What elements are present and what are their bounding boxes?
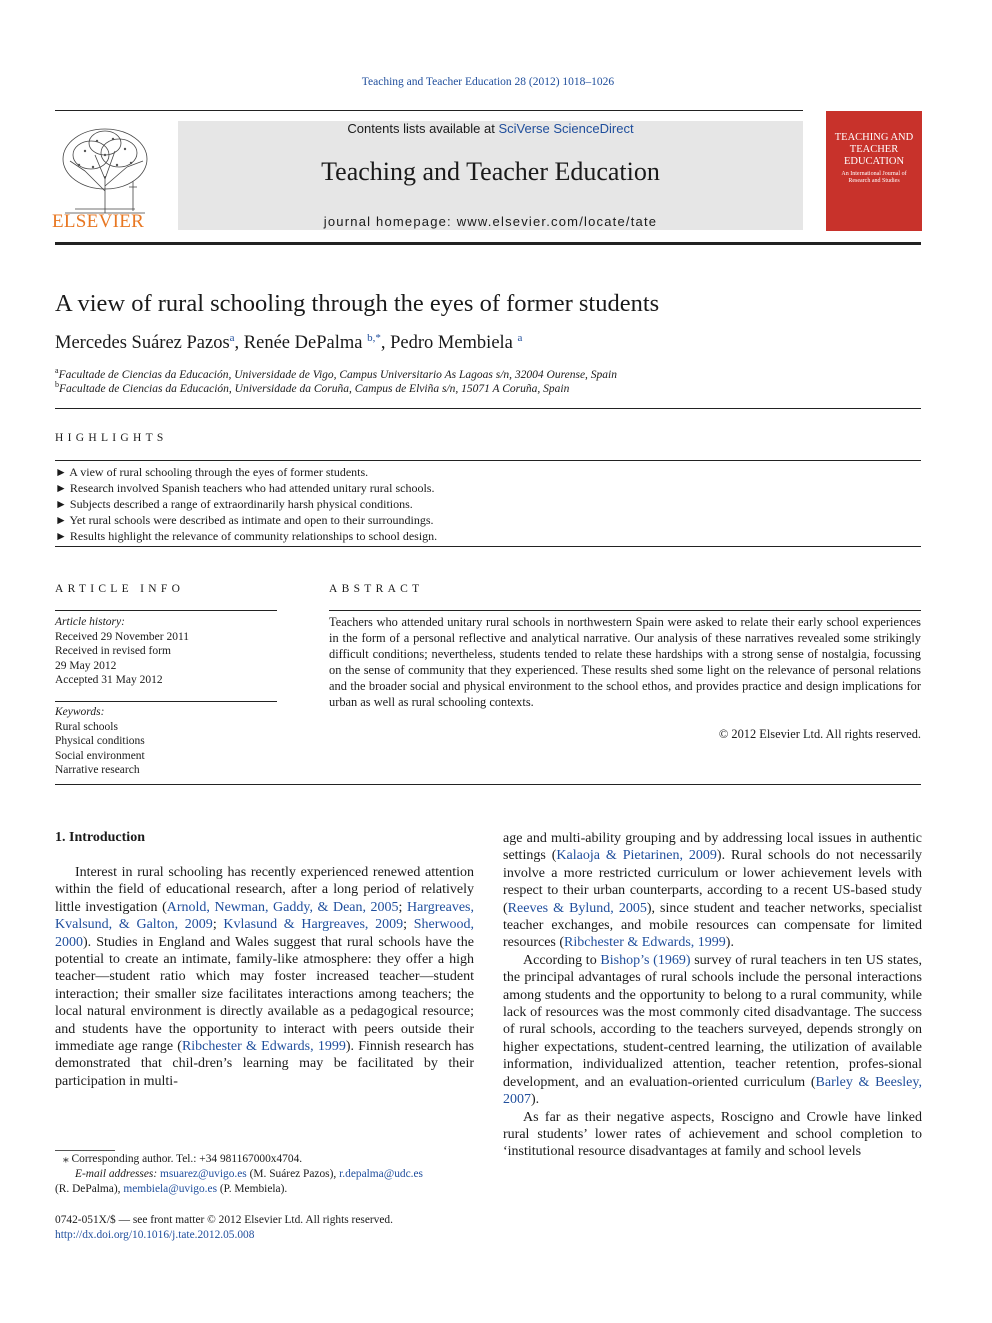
body-text: ). Rural schools do not necessarily involve a more restricted curriculum or lower achievement levels with respect to their urban counterparts, according to a recent US-based study ( [503,848,922,916]
homepage-prefix: journal homepage: [323,214,457,229]
history-entry: Received 29 November 2011 [55,630,190,643]
contents-line [178,121,803,136]
body-text: survey of rural teachers in ten US states, the principal advantages of rural schools include the personal interactions among students and the opportunity to belong to a rural community, while lack of resources was the most commonly cited disadvantage. The success of rural schools, according to the teachers surveyed, depends strongly on higher expectations, student-centred learning, the utilization of available information, individualized attention, teacher retention, profes-sional development, and an evaluation-oriented curriculum ( [503,952,922,1090]
divider [329,610,921,611]
author-affiliation-mark[interactable]: a [229,332,235,344]
highlight-text: Subjects described a range of extraordinarily harsh physical conditions. [69,497,413,511]
body-text: age and multi-ability grouping and by addressing local issues in authentic settings ( [503,831,922,864]
highlight-item [55,480,437,496]
article-title: A view of rural schooling through the eyes of former students [55,290,660,317]
bullet-arrow-icon: ► [55,513,67,527]
body-text: Interest in rural schooling has recently experienced renewed attention within the field of educational research, after a long period of relatively little investigation ( [55,865,474,915]
citation-link[interactable]: Sherwood, 2000 [55,917,474,950]
email-owner: (P. Membiela). [217,1183,288,1195]
email-label: E-mail addresses: [75,1168,160,1180]
author-name: Mercedes Suárez Pazos [55,333,230,354]
affiliation-mark: a [55,366,59,375]
affiliation-mark: b [55,380,59,389]
highlights-label: HIGHLIGHTS [55,432,168,444]
citation-link[interactable]: Barley & Beesley, 2007 [503,1074,922,1108]
email-link[interactable]: membiela@uvigo.es [123,1183,218,1195]
body-text: ; [403,917,414,933]
abstract-label: ABSTRACT [329,583,424,595]
author-separator: , [234,333,244,354]
corresponding-author-note: ⁎ Corresponding author. Tel.: +34 981167000x4704. [63,1153,303,1165]
banner-top-rule [55,110,803,111]
body-text: ; [398,899,407,915]
citation-link[interactable]: Kalaoja & Pietarinen, 2009 [556,848,717,864]
author-name: Pedro Membiela [390,333,513,354]
body-text: ). [531,1092,540,1108]
author-affiliation-mark[interactable]: b,* [367,332,381,344]
journal-cover-thumbnail[interactable] [826,111,922,231]
cover-subtitle: An International Journal of Research and Studies [841,171,907,184]
author-name: Renée DePalma [243,333,363,354]
article-history [55,615,189,688]
doi-link[interactable]: http://dx.doi.org/10.1016/j.tate.2012.05.008 [55,1229,255,1241]
banner-bottom-rule [55,242,921,245]
contents-prefix: Contents lists available at [347,121,499,136]
body-paragraph [55,864,474,1090]
footnote [55,1152,473,1197]
keyword: Social environment [55,749,145,762]
citation-link[interactable]: Reeves & Bylund, 2005 [507,900,647,916]
highlight-text: Results highlight the relevance of community relationships to school design. [69,529,438,543]
highlight-item [55,464,437,480]
citation-link[interactable]: Kvlasund & Hargreaves, 2009 [223,917,404,933]
affiliation-text: Facultade de Ciencias da Educación, Universidade de Vigo, Campus Universitario As Lagoas s/n, 32004 Ourense, Spain [58,368,618,381]
affiliation-text: Facultade de Ciencias da Educación, Universidade da Coruña, Campus de Elviña s/n, 15071 A Coruña, Spain [59,382,570,395]
highlight-text: A view of rural schooling through the eyes of former students. [69,465,369,479]
abstract-text: Teachers who attended unitary rural schools in northwestern Spain were asked to relate their early school experiences in the form of a personal reflective and analytical narrative. Our analysis of these narratives revealed some strikingly difficult conditions; nevertheless, students tended to relate these hardships with a strong sense of nostalgia, focussing on the sense of community that they experienced. These results shed some light on the relevance of personal relations and the broader social and physical environment to the school ethos, and provides practice and design implications for urban as well as rural schooling contexts. [329,615,921,709]
highlight-item [55,496,437,512]
body-column-right [503,830,922,1161]
email-owner: (M. Suárez Pazos), [246,1168,340,1180]
keyword: Narrative research [55,764,140,776]
body-text: According to [523,952,601,968]
affiliation-b [55,380,569,395]
abstract-copyright: © 2012 Elsevier Ltd. All rights reserved. [718,727,921,741]
citation-link[interactable]: Arnold, Newman, Gaddy, & Dean, 2005 [166,899,399,915]
highlight-item [55,512,437,528]
bullet-arrow-icon: ► [55,529,67,543]
journal-homepage [178,214,803,229]
divider [55,701,277,702]
body-text: ). Studies in England and Wales suggest that rural schools have the potential to create an intimate, family-like atmosphere: they offer a high teacher—student ratio which may foster increased teacher—student interaction; their smaller size facilitates interactions among teachers; the local natural environment is directly available as a pedagogical resource; and students have the opportunity to interact with peers outside their immediate age range ( [55,934,474,1055]
divider [55,460,921,461]
body-paragraph [503,1109,922,1161]
history-entry: Accepted 31 May 2012 [55,674,163,686]
highlight-text: Research involved Spanish teachers who had attended unitary rural schools. [69,481,435,495]
bullet-arrow-icon: ► [55,497,67,511]
homepage-link[interactable]: www.elsevier.com/locate/tate [456,214,658,229]
divider [55,610,277,611]
divider [55,546,921,547]
keywords-label: Keywords: [55,706,105,718]
body-text: ), since student and teacher networks, specialist teacher exchanges, and mobile resources can compensate for limited resources ( [503,900,922,951]
cover-title: TEACHING AND TEACHER EDUCATION [834,132,914,167]
sciverse-link[interactable]: SciVerse ScienceDirect [498,121,634,136]
divider [55,408,921,409]
citation-link[interactable]: Bishop’s (1969) [600,952,691,968]
body-text: As far as their negative aspects, Roscigno and Crowle have linked rural students’ lower rates of achievement and school completion to ‘institutional resource disadvantages at family and school levels [503,1109,922,1160]
keywords [55,705,145,778]
keyword: Physical conditions [55,735,145,747]
body-text: ; [212,917,224,933]
bullet-arrow-icon: ► [55,481,67,495]
email-note-continued [55,1182,473,1197]
citation-link[interactable]: Ribchester & Edwards, 1999 [564,935,726,951]
footnote-rule [55,1150,115,1151]
body-text: ). [725,935,734,951]
author-affiliation-mark[interactable]: a [517,332,523,344]
email-note [55,1167,473,1182]
body-paragraph [503,952,922,1109]
keyword: Rural schools [55,720,118,733]
citation-link[interactable]: Ribchester & Edwards, 1999 [181,1039,346,1055]
email-link[interactable]: r.depalma@udc.es [339,1168,423,1180]
journal-title: Teaching and Teacher Education [321,157,660,186]
body-text: ). Finnish research has demonstrated that chil-dren’s learning may be facilitated by their participation in multi- [55,1039,474,1089]
citation-link[interactable]: Hargreaves, Kvalsund, & Galton, 2009 [55,899,474,933]
history-entry: Received in revised form [55,645,171,657]
highlight-text: Yet rural schools were described as intimate and open to their surroundings. [69,513,434,527]
author-list [55,332,522,354]
front-matter [55,1213,393,1243]
elsevier-logo-text: ELSEVIER [52,211,145,232]
highlight-item [55,528,437,544]
body-column-left [55,864,474,1090]
email-link[interactable]: msuarez@uvigo.es [160,1168,247,1180]
bullet-arrow-icon: ► [55,465,67,479]
body-paragraph [503,830,922,952]
section-heading: 1. Introduction [55,830,145,845]
author-separator: , [380,333,391,354]
divider [55,784,921,785]
history-entry: 29 May 2012 [55,659,117,672]
journal-banner [178,121,803,230]
affiliation-a [55,366,617,381]
running-head[interactable]: Teaching and Teacher Education 28 (2012) 1018–1026 [361,76,615,88]
issn-line: 0742-051X/$ — see front matter © 2012 Elsevier Ltd. All rights reserved. [55,1214,393,1226]
highlights-list [55,464,437,544]
email-owner: (R. DePalma), [55,1183,124,1195]
article-info-label: ARTICLE INFO [55,583,185,595]
article-history-label: Article history: [55,616,125,628]
